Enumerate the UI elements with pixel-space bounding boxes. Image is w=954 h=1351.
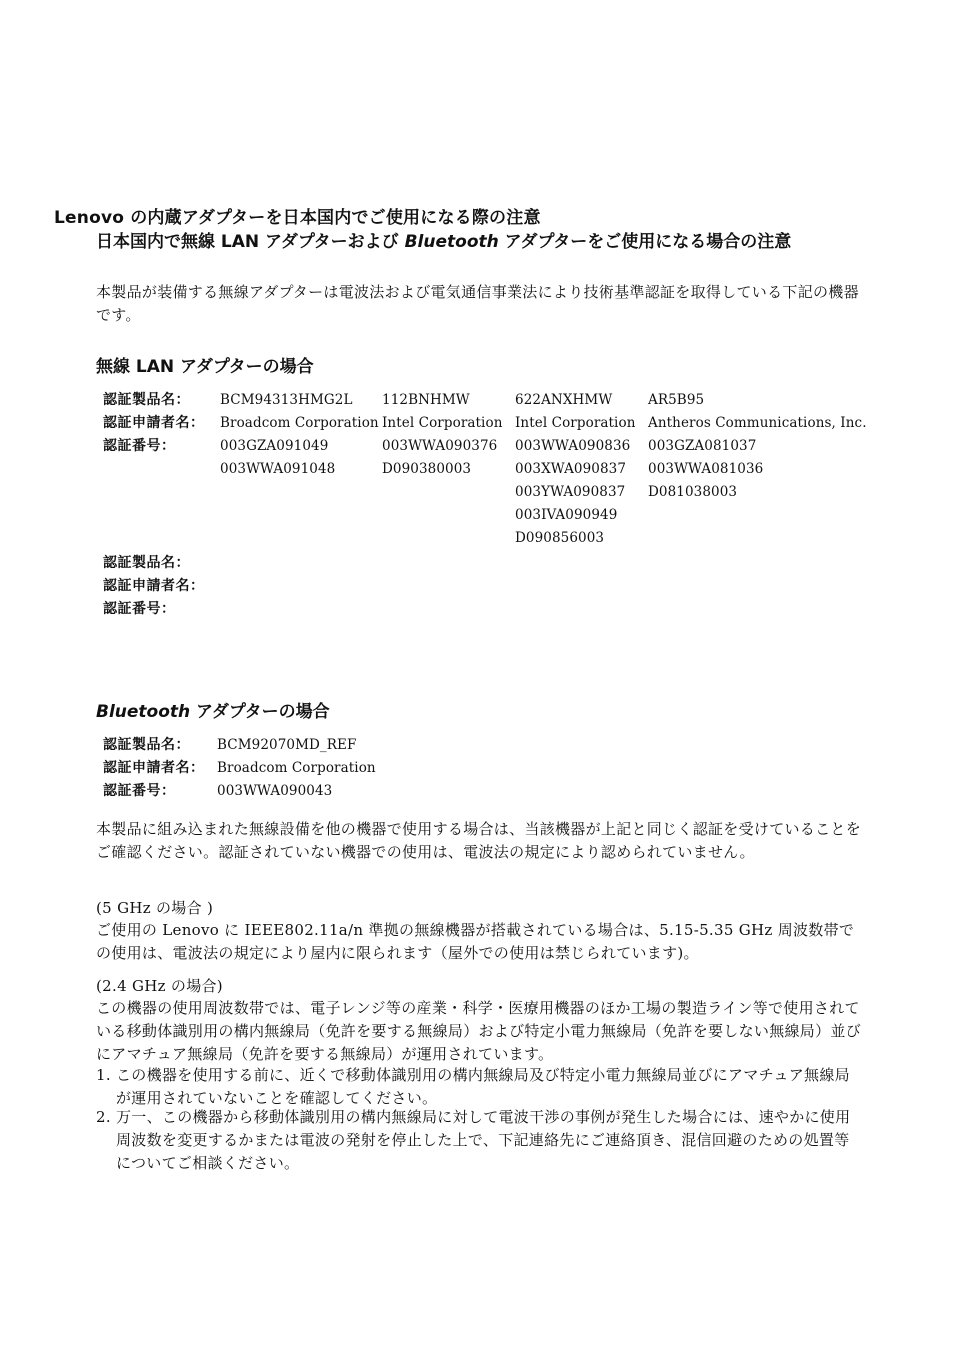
applicant-name: Broadcom Corporation [217, 760, 376, 776]
bluetooth-heading [96, 697, 330, 722]
list-item [96, 1106, 862, 1175]
applicant-name: Broadcom Corporation [220, 415, 379, 431]
applicant-name: Intel Corporation [515, 415, 636, 431]
cert-number: 003WWA081036 [648, 461, 764, 477]
label-product-name: 認証製品名： [103, 737, 190, 753]
label-product-name: 認証製品名： [103, 392, 190, 408]
applicant-name: Antheros Communications, Inc. [648, 415, 867, 431]
empty-labels [103, 552, 205, 621]
wlan-column-1 [220, 389, 379, 481]
cert-number: D090380003 [382, 461, 472, 477]
cert-number: 003YWA090837 [515, 484, 626, 500]
product-name: 112BNHMW [382, 392, 470, 408]
list-item-number: 1. [96, 1066, 111, 1084]
label-cert-number: 認証番号： [103, 601, 176, 617]
cert-number: 003WWA090836 [515, 438, 631, 454]
label-cert-number: 認証番号： [103, 783, 176, 799]
product-name: BCM94313HMG2L [220, 392, 353, 408]
applicant-name: Intel Corporation [382, 415, 503, 431]
cert-number: 003IVA090949 [515, 507, 618, 523]
label-applicant: 認証申請者名： [103, 760, 205, 776]
cert-number: D081038003 [648, 484, 738, 500]
product-name: BCM92070MD_REF [217, 737, 357, 753]
intro-paragraph: 本製品が装備する無線アダプターは電波法および電気通信事業法により技術基準認証を取得している下記の機器です。 [96, 283, 859, 324]
label-cert-number: 認証番号： [103, 438, 176, 454]
page-title: Lenovo の内蔵アダプターを日本国内でご使用になる際の注意 [54, 208, 541, 228]
ghz5-text: ご使用の Lenovo に IEEE802.11a/n 準拠の無線機器が搭載されている場合は、5.15-5.35 GHz 周波数帯での使用は、電波法の規定により屋内に限られます（屋外での使用は禁じられています)。 [96, 921, 855, 962]
label-applicant: 認証申請者名： [103, 415, 205, 431]
wlan-column-3 [515, 389, 636, 550]
ghz24-label: (2.4 GHz の場合) [96, 977, 223, 995]
product-name: AR5B95 [648, 392, 705, 408]
section-heading-bluetooth: Bluetooth [404, 232, 499, 252]
section-heading [96, 231, 866, 254]
wlan-column-4 [648, 389, 867, 504]
cert-number: 003GZA081037 [648, 438, 757, 454]
list-item [96, 1064, 862, 1110]
wlan-labels [103, 389, 205, 458]
section-heading-prefix: 日本国内で無線 LAN アダプターおよび [96, 232, 405, 252]
cert-number: 003WWA091048 [220, 461, 336, 477]
cert-number: D090856003 [515, 530, 605, 546]
cert-number: 003GZA091049 [220, 438, 329, 454]
cert-number: 003XWA090837 [515, 461, 627, 477]
wlan-column-2 [382, 389, 503, 481]
bluetooth-values [217, 734, 376, 803]
label-product-name: 認証製品名： [103, 555, 190, 571]
bluetooth-heading-italic: Bluetooth [96, 702, 191, 722]
product-name: 622ANXHMW [515, 392, 613, 408]
wlan-heading: 無線 LAN アダプターの場合 [96, 357, 314, 377]
notice-paragraph: 本製品に組み込まれた無線設備を他の機器で使用する場合は、当該機器が上記と同じく認証を受けていることをご確認ください。認証されていない機器での使用は、電波法の規定により認められていません。 [96, 820, 862, 861]
ghz24-text: この機器の使用周波数帯では、電子レンジ等の産業・科学・医療用機器のほか工場の製造ライン等で使用されている移動体識別用の構内無線局（免許を要する無線局）および特定小電力無線局（免許を要しない無線局）並びにアマチュア無線局（免許を要する無線局）が運用されています。 [96, 999, 862, 1063]
bluetooth-heading-suffix: アダプターの場合 [190, 702, 330, 722]
section-heading-suffix: アダプターをご使用になる場合の注意 [498, 232, 792, 252]
label-applicant: 認証申請者名： [103, 578, 205, 594]
cert-number: 003WWA090043 [217, 783, 333, 799]
list-item-text: 万一、この機器から移動体識別用の構内無線局に対して電波干渉の事例が発生した場合には、速やかに使用周波数を変更するかまたは電波の発射を停止した上で、下記連絡先にご連絡頂き、混信回避のための処置等についてご相談ください。 [116, 1108, 851, 1172]
cert-number: 003WWA090376 [382, 438, 498, 454]
list-item-text: この機器を使用する前に、近くで移動体識別用の構内無線局及び特定小電力無線局並びにアマチュア無線局が運用されていないことを確認してください。 [116, 1066, 850, 1107]
ghz5-label: (5 GHz の場合 ) [96, 899, 214, 917]
bluetooth-labels [103, 734, 205, 803]
list-item-number: 2. [96, 1108, 111, 1126]
